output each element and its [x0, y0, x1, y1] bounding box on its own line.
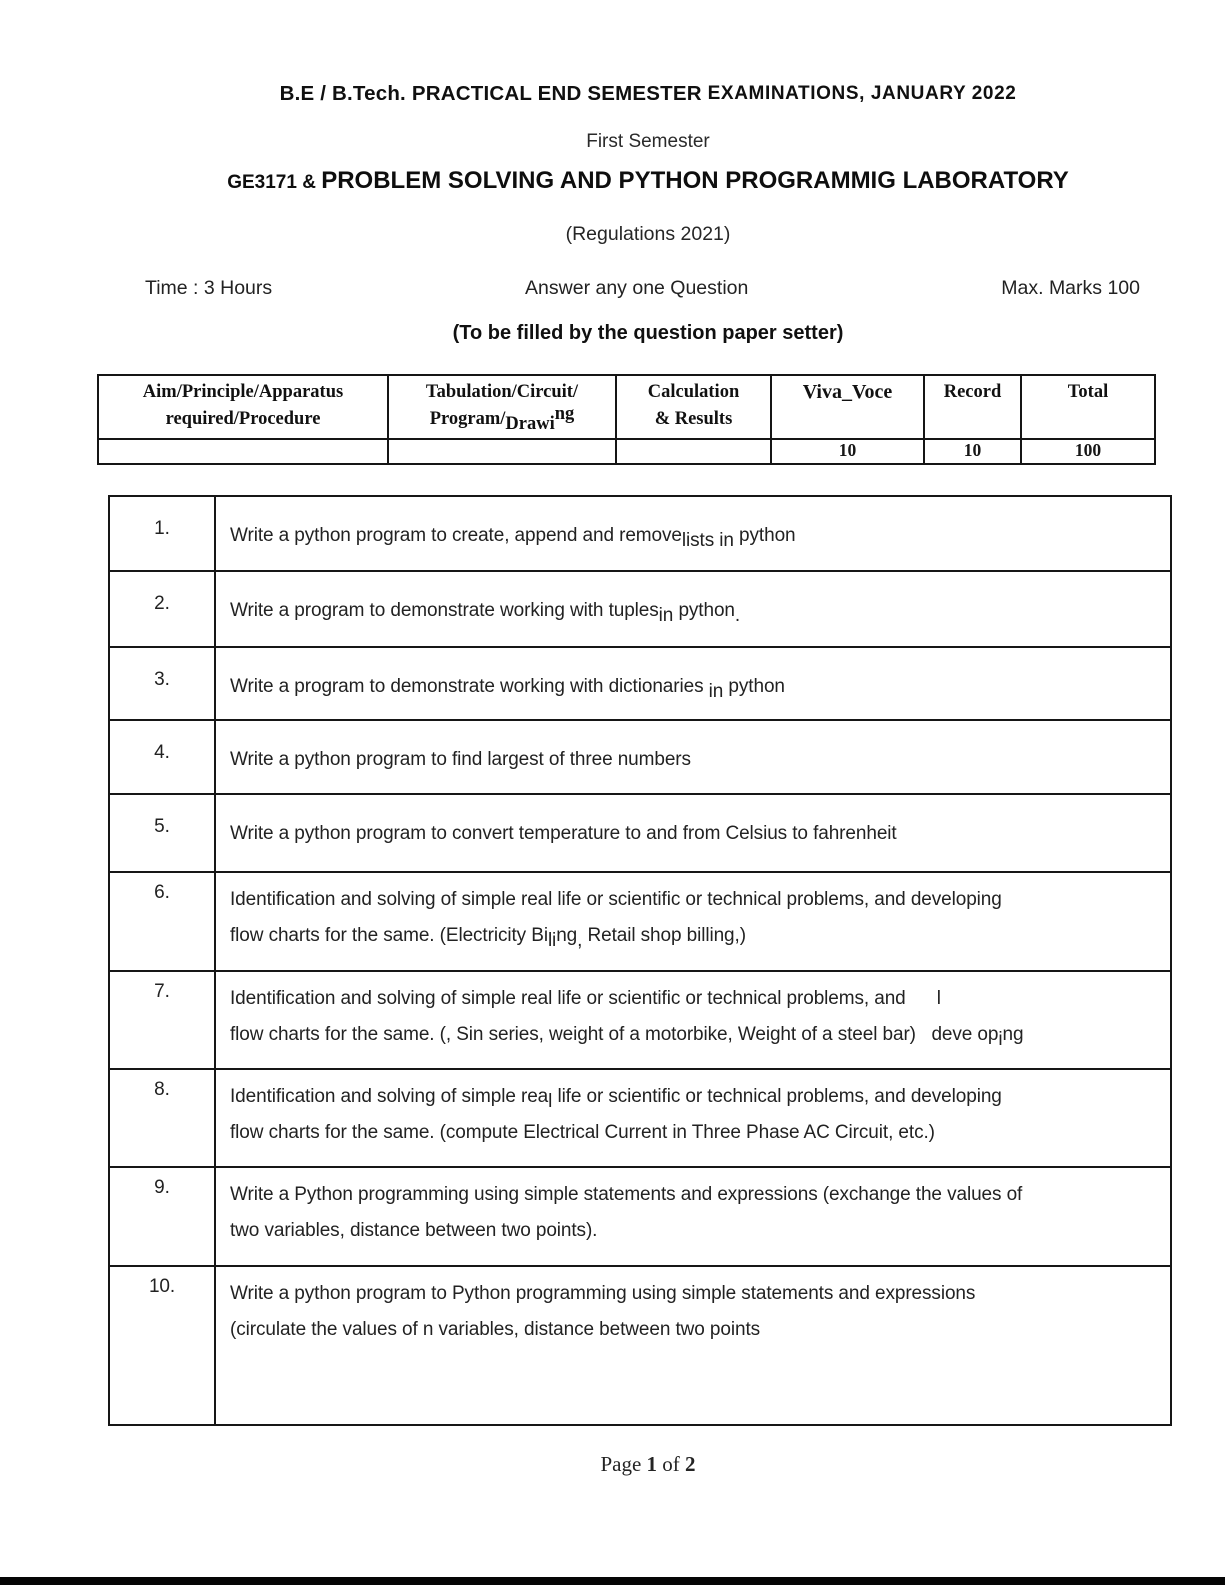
course-line	[71, 167, 1225, 195]
question-text-line	[230, 518, 1160, 554]
question-text	[215, 1167, 1171, 1266]
question-text	[215, 1069, 1171, 1167]
question-row	[109, 496, 1171, 571]
text-segment: Write a python program to convert temperature to and from Celsius to fahrenheit	[230, 823, 897, 844]
question-text	[215, 647, 1171, 720]
question-row	[109, 872, 1171, 971]
question-number: 4.	[109, 720, 215, 794]
text-segment: Write a program to demonstrate working with dictionaries	[230, 676, 709, 697]
questions-table-body	[109, 496, 1171, 1425]
marks-header-aim	[98, 375, 388, 439]
question-row	[109, 1167, 1171, 1266]
text-segment: python	[673, 600, 735, 621]
question-number: 8.	[109, 1069, 215, 1167]
text-segment: Record	[943, 382, 1002, 402]
question-text-line	[230, 1115, 1160, 1151]
text-segment: Identification and solving of simple real life or scientific or technical problems, and developing	[230, 889, 1002, 910]
regulations-line: (Regulations 2021)	[565, 223, 731, 245]
text-segment: ,	[577, 930, 583, 951]
question-text-line	[230, 1213, 1160, 1249]
course-code: GE3171 &	[227, 172, 322, 193]
question-row	[109, 1069, 1171, 1167]
text-segment: in	[658, 605, 674, 626]
question-text	[215, 496, 1171, 571]
text-segment: python	[723, 676, 785, 697]
semester-line: First Semester	[586, 131, 710, 152]
marks-table	[97, 374, 1156, 465]
marks-header-line	[619, 406, 768, 433]
text-segment: l	[548, 1091, 553, 1112]
text-segment: Calculation	[647, 382, 740, 402]
text-segment: & Results	[654, 409, 733, 429]
footer-page-word: Page	[600, 1452, 647, 1476]
text-segment: Aim/Principle/Apparatus	[142, 382, 344, 402]
text-segment: python	[733, 525, 796, 546]
marks-header-line	[927, 379, 1018, 406]
marks-header-viva-voce	[771, 375, 924, 439]
text-segment: ng	[1002, 1024, 1024, 1045]
text-segment: Write a Python programming using simple statements and expressions (exchange the values of	[230, 1184, 1023, 1205]
text-segment: ng	[556, 925, 578, 946]
marks-header-line	[619, 379, 768, 406]
footer-page-number: 1	[646, 1452, 658, 1476]
text-segment: life or scientific or technical problems, and developing	[552, 1086, 1002, 1107]
text-segment: in	[708, 681, 724, 702]
question-text	[215, 720, 1171, 794]
marks-table-body	[98, 375, 1155, 464]
text-segment: required/Procedure	[165, 409, 321, 429]
time-allowed: Time : 3 Hours	[145, 277, 273, 299]
text-segment: Program/	[429, 409, 506, 429]
text-segment: Drawi	[505, 414, 555, 434]
text-segment: Viva_Voce	[802, 381, 893, 403]
marks-value-row	[98, 439, 1155, 464]
marks-header-line	[774, 379, 921, 406]
question-number: 3.	[109, 647, 215, 720]
text-segment: Write a program to demonstrate working with tuples	[230, 600, 659, 621]
question-text-line	[230, 981, 1160, 1017]
text-segment: Identification and solving of simple real life or scientific or technical problems, and	[230, 988, 906, 1009]
question-row	[109, 571, 1171, 647]
text-segment: Write a python program to Python programming using simple statements and expressions	[230, 1283, 976, 1304]
question-text-line	[230, 1017, 1160, 1053]
marks-header-line	[101, 379, 385, 406]
question-text	[215, 1266, 1171, 1425]
text-segment: l	[905, 988, 941, 1009]
question-text-line	[230, 1312, 1160, 1348]
text-segment: flow charts for the same. (, Sin series, weight of a motorbike, Weight of a steel bar) deve op	[230, 1024, 999, 1045]
question-text-line	[230, 669, 1160, 705]
question-number: 6.	[109, 872, 215, 971]
text-segment: lists in	[681, 530, 734, 551]
marks-header-line	[101, 406, 385, 433]
question-text-line	[230, 1177, 1160, 1213]
info-row	[145, 277, 1140, 300]
marks-header-calculation	[616, 375, 771, 439]
marks-header-line	[1024, 379, 1152, 406]
marks-value-cell	[388, 439, 616, 464]
exam-title	[71, 82, 1225, 106]
marks-header-record	[924, 375, 1021, 439]
question-number: 1.	[109, 496, 215, 571]
marks-value-cell	[98, 439, 388, 464]
question-number: 7.	[109, 971, 215, 1069]
footer-total-pages: 2	[685, 1452, 696, 1476]
marks-header-line	[391, 379, 613, 406]
text-segment: li	[547, 930, 557, 951]
question-number: 5.	[109, 794, 215, 872]
text-segment: two variables, distance between two points).	[230, 1220, 598, 1241]
text-segment: Tabulation/Circuit/	[425, 382, 579, 402]
question-text-line	[230, 918, 1160, 954]
marks-value-cell: 100	[1021, 439, 1155, 464]
question-text	[215, 971, 1171, 1069]
marks-value-cell	[616, 439, 771, 464]
question-text	[215, 571, 1171, 647]
question-number: 10.	[109, 1266, 215, 1425]
question-number: 2.	[109, 571, 215, 647]
question-text-line	[230, 742, 1160, 778]
text-segment: Write a python program to find largest of three numbers	[230, 749, 691, 770]
scan-artifact-bar	[0, 1577, 1225, 1585]
marks-header-line	[391, 406, 613, 433]
text-segment: Identification and solving of simple rea	[230, 1086, 549, 1107]
setter-note: (To be filled by the question paper setter)	[452, 322, 844, 344]
marks-header-tabulation	[388, 375, 616, 439]
text-segment: i	[998, 1029, 1003, 1050]
text-segment: flow charts for the same. (compute Electrical Current in Three Phase AC Circuit, etc.)	[230, 1122, 935, 1143]
question-number: 9.	[109, 1167, 215, 1266]
question-text	[215, 794, 1171, 872]
text-segment: Write a python program to create, append and remove	[230, 525, 682, 546]
marks-value-cell: 10	[771, 439, 924, 464]
question-row	[109, 1266, 1171, 1425]
text-segment: .	[734, 605, 741, 626]
questions-table	[108, 495, 1172, 1426]
question-text	[215, 872, 1171, 971]
course-title: PROBLEM SOLVING AND PYTHON PROGRAMMIG LABORATORY	[321, 167, 1069, 194]
text-segment: ng	[554, 404, 575, 424]
max-marks: Max. Marks 100	[1001, 277, 1140, 299]
marks-header-row	[98, 375, 1155, 439]
question-row	[109, 647, 1171, 720]
text-segment: Retail shop billing,)	[582, 925, 746, 946]
text-segment: Total	[1067, 382, 1109, 402]
marks-value-cell: 10	[924, 439, 1021, 464]
question-row	[109, 720, 1171, 794]
question-text-line	[230, 1079, 1160, 1115]
question-text-line	[230, 1276, 1160, 1312]
answer-instruction: Answer any one Question	[525, 277, 749, 299]
page-footer	[71, 1452, 1225, 1477]
question-text-line	[230, 882, 1160, 918]
exam-title-main: B.E / B.Tech. PRACTICAL END SEMESTER	[279, 82, 708, 105]
question-row	[109, 971, 1171, 1069]
footer-of-word: of	[657, 1452, 686, 1476]
question-row	[109, 794, 1171, 872]
question-text-line	[230, 593, 1160, 629]
text-segment: (circulate the values of n variables, distance between two points	[230, 1319, 761, 1340]
exam-title-rest: EXAMINATIONS, JANUARY 2022	[707, 83, 1017, 104]
text-segment: flow charts for the same. (Electricity Bi	[230, 925, 548, 946]
marks-header-total	[1021, 375, 1155, 439]
question-text-line	[230, 816, 1160, 852]
